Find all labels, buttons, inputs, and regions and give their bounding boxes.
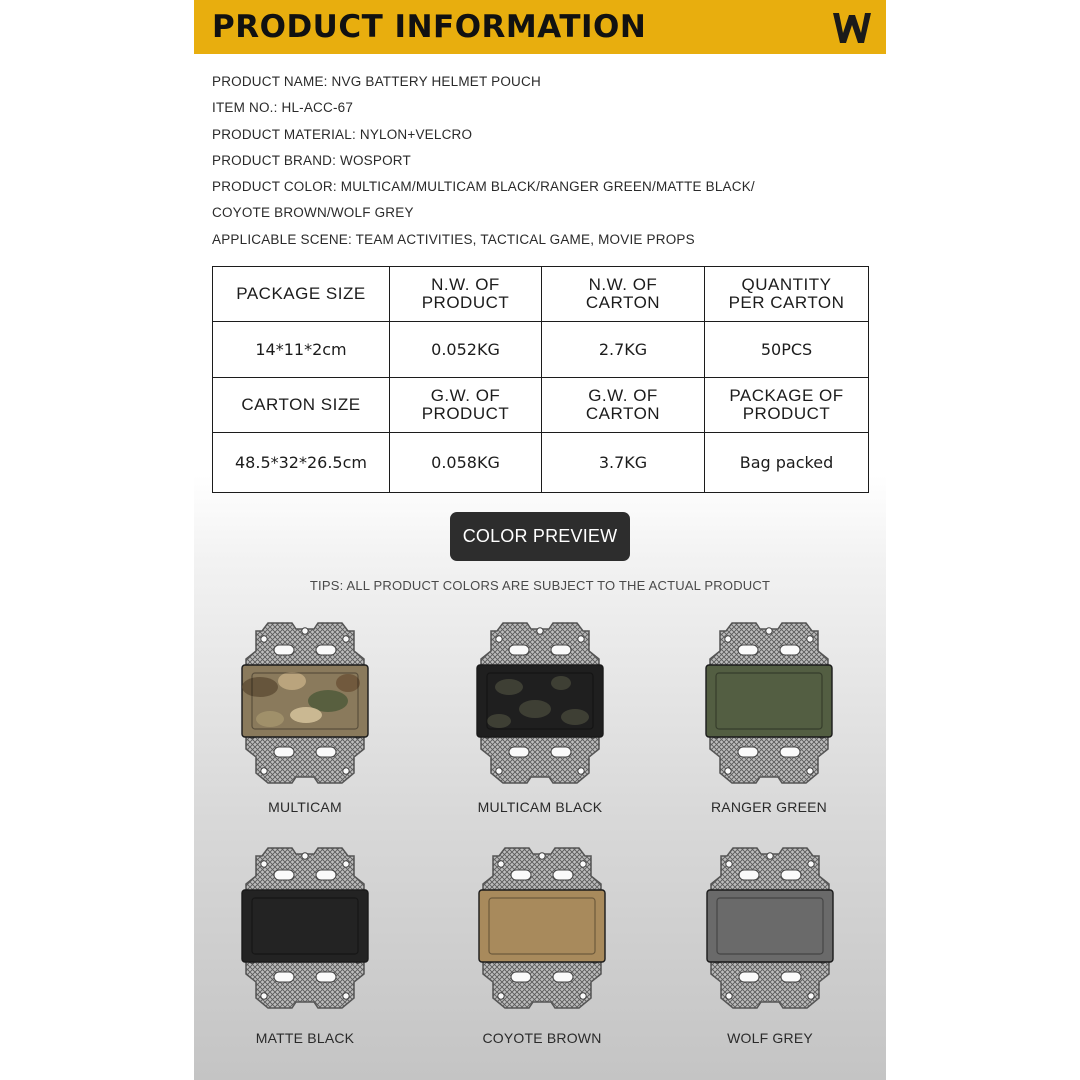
mount-slot: [551, 645, 571, 655]
mount-hole: [580, 993, 586, 999]
variant-ranger-green[interactable]: [679, 617, 859, 815]
header-banner: [194, 0, 886, 54]
mount-slot: [738, 645, 758, 655]
value-cell-nw-product: 0.052KG: [390, 322, 542, 378]
mount-hole: [766, 628, 772, 634]
mount-hole: [261, 993, 267, 999]
camo-blob: [487, 714, 511, 728]
pouch-body: [706, 665, 832, 737]
mount-slot: [316, 972, 336, 982]
color-preview-button[interactable]: COLOR PREVIEW: [450, 512, 630, 561]
camo-blob: [242, 677, 278, 697]
ranger-green-pouch-image: [694, 617, 844, 787]
value-cell-quantity-per-carton: 50PCS: [705, 322, 869, 378]
value-cell-gw-carton: 3.7KG: [542, 433, 705, 493]
camo-blob: [278, 672, 306, 690]
table-header-row: [213, 378, 869, 433]
header-cell-nw-product: N.W. OF PRODUCT: [390, 267, 542, 322]
mount-hole: [578, 768, 584, 774]
item-number-line: ITEM NO.: HL-ACC-67: [212, 100, 354, 116]
header-cell-package-of-product: PACKAGE OF PRODUCT: [705, 378, 869, 433]
value-cell-carton-size: 48.5*32*26.5cm: [213, 433, 390, 493]
mount-slot: [316, 645, 336, 655]
mount-hole: [343, 861, 349, 867]
camo-blob: [495, 679, 523, 695]
mount-hole: [807, 636, 813, 642]
mount-slot: [274, 870, 294, 880]
camo-blob: [290, 707, 322, 723]
product-info-list: [212, 69, 872, 253]
mount-slot: [511, 870, 531, 880]
mount-slot: [316, 870, 336, 880]
variant-multicam-black[interactable]: [450, 617, 630, 815]
header-cell-package-size: PACKAGE SIZE: [213, 267, 390, 322]
product-name-line: PRODUCT NAME: NVG BATTERY HELMET POUCH: [212, 74, 541, 89]
camo-blob: [551, 676, 571, 690]
mount-slot: [509, 645, 529, 655]
mount-slot: [274, 972, 294, 982]
mount-hole: [496, 636, 502, 642]
mount-hole: [498, 993, 504, 999]
mount-hole: [725, 768, 731, 774]
multicam-black-pouch-image: [465, 617, 615, 787]
mount-hole: [261, 768, 267, 774]
value-cell-gw-product: 0.058KG: [390, 433, 542, 493]
color-tips-text: TIPS: ALL PRODUCT COLORS ARE SUBJECT TO THE ACTUAL PRODUCT: [309, 578, 771, 593]
variant-label: MULTICAM: [268, 799, 342, 815]
spec-table: [212, 266, 869, 493]
mount-slot: [738, 747, 758, 757]
mount-hole: [767, 853, 773, 859]
header-cell-quantity-per-carton: QUANTITY PER CARTON: [705, 267, 869, 322]
variant-label: RANGER GREEN: [711, 799, 827, 815]
mount-slot: [781, 972, 801, 982]
mount-slot: [274, 747, 294, 757]
page-title: PRODUCT INFORMATION: [212, 9, 647, 45]
mount-hole: [808, 993, 814, 999]
multicam-pouch-image: [230, 617, 380, 787]
w-brand-logo-icon: [832, 11, 872, 45]
variant-multicam[interactable]: [215, 617, 395, 815]
mount-hole: [496, 768, 502, 774]
product-info-page: [194, 0, 886, 1080]
mount-hole: [807, 768, 813, 774]
brand-line: PRODUCT BRAND: WOSPORT: [212, 152, 411, 168]
mount-slot: [553, 972, 573, 982]
mount-hole: [726, 993, 732, 999]
camo-blob: [256, 711, 284, 727]
header-cell-carton-size: CARTON SIZE: [213, 378, 390, 433]
mount-slot: [509, 747, 529, 757]
mount-slot: [780, 645, 800, 655]
mount-hole: [808, 861, 814, 867]
mount-hole: [580, 861, 586, 867]
mount-slot: [316, 747, 336, 757]
value-cell-package-of-product: Bag packed: [705, 433, 869, 493]
mount-slot: [780, 747, 800, 757]
header-cell-gw-product: G.W. OF PRODUCT: [390, 378, 542, 433]
mount-hole: [343, 993, 349, 999]
color-line: PRODUCT COLOR: MULTICAM/MULTICAM BLACK/RANGER GREEN/MATTE BLACK/: [212, 179, 755, 195]
header-cell-nw-carton: N.W. OF CARTON: [542, 267, 705, 322]
mount-slot: [274, 645, 294, 655]
mount-hole: [539, 853, 545, 859]
mount-hole: [498, 861, 504, 867]
variant-label: MATTE BLACK: [255, 1030, 355, 1046]
matte-black-pouch-image: [230, 842, 380, 1012]
pouch-body: [707, 890, 833, 962]
variant-matte-black[interactable]: [215, 842, 395, 1046]
mount-hole: [578, 636, 584, 642]
pouch-body: [242, 890, 368, 962]
variant-coyote-brown[interactable]: [452, 842, 632, 1046]
mount-slot: [511, 972, 531, 982]
mount-hole: [343, 636, 349, 642]
camo-blob: [561, 709, 589, 725]
material-line: PRODUCT MATERIAL: NYLON+VELCRO: [212, 126, 473, 142]
camo-blob: [519, 700, 551, 718]
mount-slot: [551, 747, 571, 757]
value-cell-nw-carton: 2.7KG: [542, 322, 705, 378]
value-cell-package-size: 14*11*2cm: [213, 322, 390, 378]
mount-hole: [261, 636, 267, 642]
coyote-brown-pouch-image: [467, 842, 617, 1012]
variant-label: WOLF GREY: [727, 1030, 813, 1046]
mount-hole: [261, 861, 267, 867]
mount-slot: [781, 870, 801, 880]
pouch-body: [479, 890, 605, 962]
mount-slot: [553, 870, 573, 880]
header-cell-gw-carton: G.W. OF CARTON: [542, 378, 705, 433]
camo-blob: [336, 674, 360, 692]
mount-hole: [343, 768, 349, 774]
variant-label: MULTICAM BLACK: [477, 799, 603, 815]
variant-label: COYOTE BROWN: [482, 1030, 602, 1046]
variant-wolf-grey[interactable]: [680, 842, 860, 1046]
mount-hole: [537, 628, 543, 634]
color-line-continued: COYOTE BROWN/WOLF GREY: [212, 205, 414, 221]
table-header-row: [213, 267, 869, 322]
mount-slot: [739, 870, 759, 880]
table-row: [213, 433, 869, 493]
mount-hole: [726, 861, 732, 867]
wolf-grey-pouch-image: [695, 842, 845, 1012]
table-row: [213, 322, 869, 378]
mount-hole: [302, 628, 308, 634]
mount-hole: [302, 853, 308, 859]
mount-hole: [725, 636, 731, 642]
mount-slot: [739, 972, 759, 982]
applicable-scene-line: APPLICABLE SCENE: TEAM ACTIVITIES, TACTICAL GAME, MOVIE PROPS: [212, 231, 695, 247]
